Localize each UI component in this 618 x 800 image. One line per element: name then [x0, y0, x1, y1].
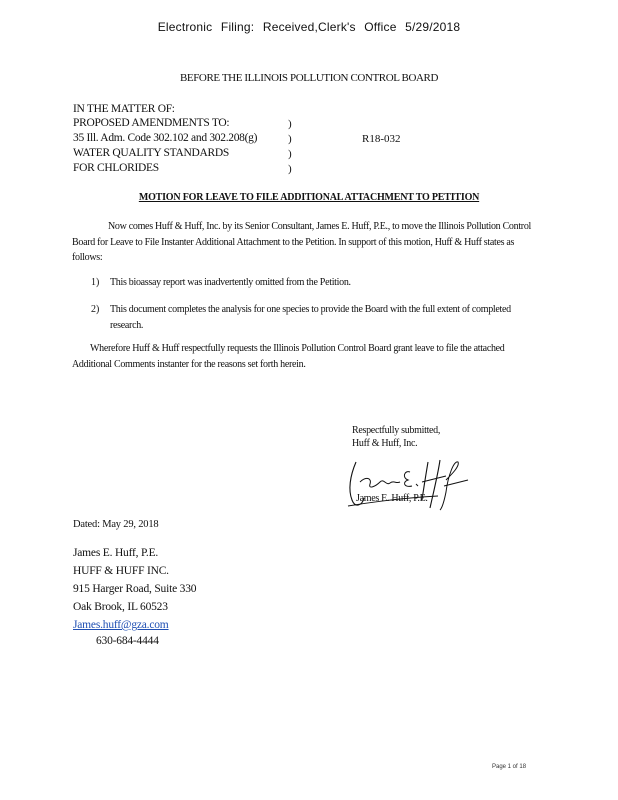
page-number: Page 1 of 18 [492, 764, 527, 770]
contact-city: Oak Brook, IL 60523 [73, 601, 168, 613]
wherefore-paragraph: Wherefore Huff & Huff respectfully requests the Illinois Pollution Control Board grant leave to file the attached Additional Comments instanter for the reasons set forth herein. [72, 343, 505, 370]
contact-email-link[interactable]: James.huff@gza.com [73, 619, 169, 631]
caption-line: WATER QUALITY STANDARDS [73, 147, 229, 159]
list-item: This document completes the analysis for one species to provide the Board with the full extent of completed research. [110, 304, 511, 331]
contact-name: James E. Huff, P.E. [73, 547, 159, 559]
electronic-filing-stamp: Electronic Filing: Received,Clerk's Office 5/29/2018 [157, 20, 461, 34]
caption-line: IN THE MATTER OF: [73, 103, 175, 115]
caption-paren: ) [288, 133, 292, 145]
signature-closing: Respectfully submitted, [352, 425, 441, 436]
caption-paren: ) [288, 118, 292, 130]
docket-number: R18-032 [362, 133, 401, 145]
list-item: This bioassay report was inadvertently omitted from the Petition. [110, 277, 351, 288]
signature-name: James E. Huff, P.E. [356, 493, 428, 504]
contact-phone: 630-684-4444 [96, 635, 159, 647]
item-number: 1) [91, 277, 100, 288]
dated-line: Dated: May 29, 2018 [73, 519, 159, 530]
motion-title: MOTION FOR LEAVE TO FILE ADDITIONAL ATTACHMENT TO PETITION [138, 192, 480, 203]
caption-paren: ) [288, 148, 292, 160]
intro-paragraph: Now comes Huff & Huff, Inc. by its Senior Consultant, James E. Huff, P.E., to move the Illinois Pollution Control Board for Leave to File Instanter Additional Attachment to the Petition. In support of this motion, Huff & Huff states as follows: [72, 221, 532, 263]
board-title: BEFORE THE ILLINOIS POLLUTION CONTROL BOARD [179, 72, 439, 84]
item-number: 2) [91, 304, 100, 315]
contact-street: 915 Harger Road, Suite 330 [73, 583, 197, 595]
caption-line: FOR CHLORIDES [73, 162, 159, 174]
signature-firm: Huff & Huff, Inc. [352, 438, 418, 449]
caption-line: 35 Ill. Adm. Code 302.102 and 302.208(g) [73, 132, 258, 144]
contact-firm: HUFF & HUFF INC. [73, 565, 169, 577]
caption-paren: ) [288, 163, 292, 175]
caption-line: PROPOSED AMENDMENTS TO: [73, 117, 230, 129]
